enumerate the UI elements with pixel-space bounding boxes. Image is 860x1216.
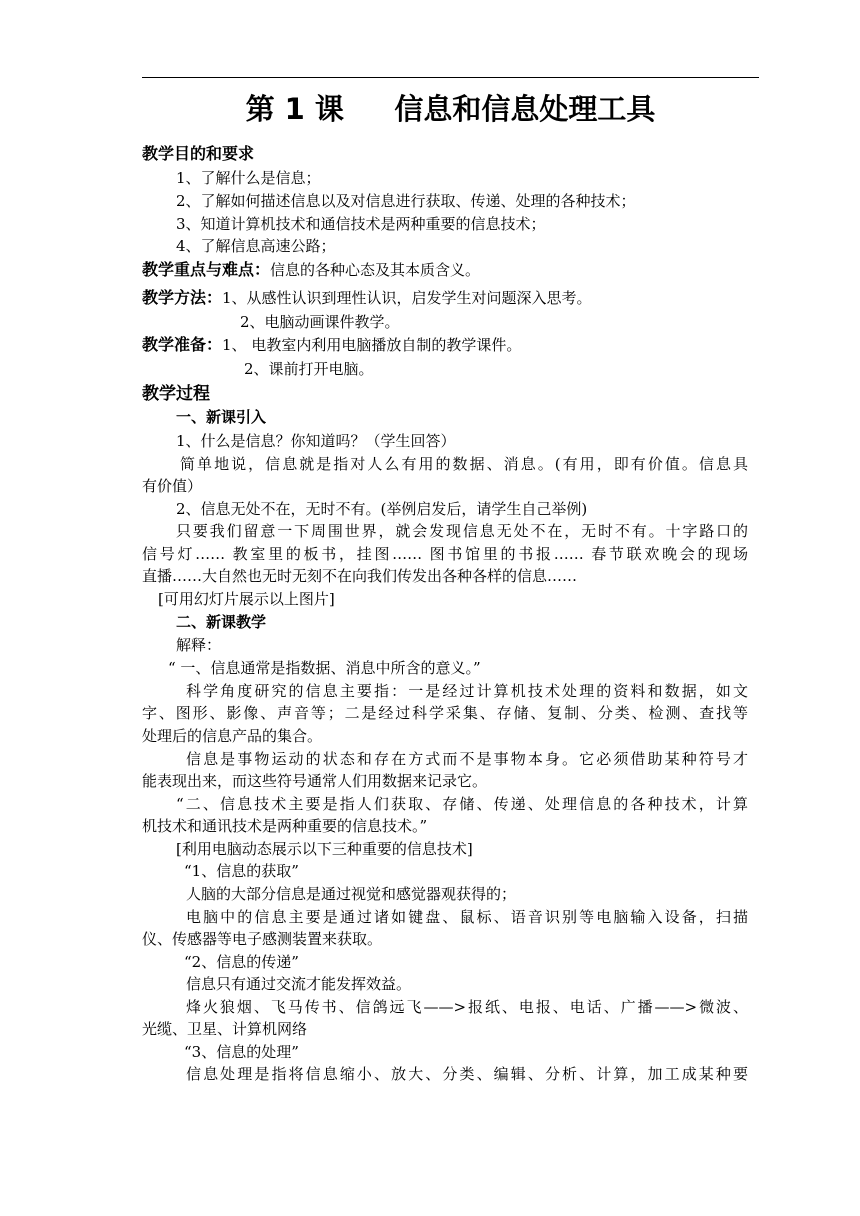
preparation-line — [142, 334, 521, 356]
paragraph-line: 信息只有通过交流才能发挥效益。 — [186, 975, 412, 993]
preparation-item: 2、课前打开电脑。 — [244, 360, 374, 378]
objective-item: 4、了解信息高速公路； — [176, 237, 336, 255]
explain-label: 解释： — [176, 636, 222, 654]
objective-item: 1、了解什么是信息； — [176, 169, 321, 187]
paragraph-line: 处理后的信息产品的集合。 — [142, 727, 323, 745]
paragraph-line: 电脑中的信息主要是通过诸如键盘、鼠标、语音识别等电脑输入设备，扫描 — [186, 908, 748, 926]
paragraph-line: 信息是事物运动的状态和存在方式而不是事物本身。它必须借助某种符号才 — [186, 750, 748, 768]
paragraph-line: 仪、传感器等电子感测装置来获取。 — [142, 930, 383, 948]
section-title: “1、信息的获取” — [184, 862, 299, 880]
section-title: “3、信息的处理” — [184, 1043, 299, 1061]
paragraph-line: 烽火狼烟、飞马传书、信鸽远飞——>报纸、电报、电话、广播——>微波、 — [186, 998, 748, 1016]
paragraph-line: 人脑的大部分信息是通过视觉和感觉器观获得的； — [186, 885, 517, 903]
animation-note: [利用电脑动态展示以下三种重要的信息技术] — [176, 840, 473, 858]
paragraph-line: 能表现出来，而这些符号通常人们用数据来记录它。 — [142, 772, 488, 790]
process-heading: 教学过程 — [142, 384, 210, 404]
paragraph-line: 信号灯…… 教室里的板书，挂图…… 图书馆里的书报…… 春节联欢晚会的现场 — [142, 545, 748, 563]
methods-label: 教学方法： — [142, 288, 223, 307]
quote-line: 机技术和通讯技术是两种重要的信息技术。” — [142, 817, 428, 835]
slide-note: [可用幻灯片展示以上图片] — [158, 590, 335, 608]
objective-item: 2、了解如何描述信息以及对信息进行获取、传递、处理的各种技术； — [176, 192, 636, 210]
preparation-item: 1、 电教室内利用电脑播放自制的教学课件。 — [222, 336, 522, 354]
paragraph-line: 科学角度研究的信息主要指：一是经过计算机技术处理的资料和数据，如文 — [186, 682, 748, 700]
method-item: 2、电脑动画课件教学。 — [240, 313, 400, 331]
paragraph-line: 有价值） — [142, 477, 203, 495]
preparation-label: 教学准备： — [142, 335, 223, 354]
key-points-text: 信息的各种心态及其本质含义。 — [270, 261, 481, 279]
section-title: “2、信息的传递” — [184, 953, 299, 971]
key-points-label: 教学重点与难点： — [142, 260, 271, 279]
method-item: 1、从感性认识到理性认识，启发学生对问题深入思考。 — [222, 289, 592, 307]
objective-item: 3、知道计算机技术和通信技术是两种重要的信息技术； — [176, 215, 546, 233]
paragraph-line: 只要我们留意一下周围世界，就会发现信息无处不在，无时不有。十字路口的 — [176, 522, 748, 540]
lesson-title: 第 1 课 信息和信息处理工具 — [245, 92, 656, 126]
part2-heading: 二、新课教学 — [176, 613, 267, 631]
header-rule — [142, 77, 759, 78]
part1-question: 1、什么是信息？你知道吗？（学生回答） — [176, 432, 456, 450]
methods-line — [142, 287, 592, 309]
paragraph-line: 光缆、卫星、计算机网络 — [142, 1020, 308, 1038]
key-points-line — [142, 259, 480, 281]
part1-heading: 一、新课引入 — [176, 408, 267, 426]
quote-line: “ 一、信息通常是指数据、消息中所含的意义。” — [168, 659, 481, 677]
objectives-heading: 教学目的和要求 — [142, 144, 255, 163]
paragraph-line: 直播……大自然也无时无刻不在向我们传发出各种各样的信息…… — [142, 567, 578, 585]
paragraph-line: 信息处理是指将信息缩小、放大、分类、编辑、分析、计算，加工成某种要 — [186, 1065, 748, 1083]
part1-question: 2、信息无处不在，无时不有。(举例启发后，请学生自己举例) — [176, 500, 588, 518]
paragraph-line: 字、图形、影像、声音等；二是经过科学采集、存储、复制、分类、检测、查找等 — [142, 704, 748, 722]
quote-line: “二、信息技术主要是指人们获取、存储、传递、处理信息的各种技术，计算 — [176, 795, 748, 813]
paragraph-line: 简单地说，信息就是指对人么有用的数据、消息。(有用，即有价值。信息具 — [180, 455, 748, 473]
